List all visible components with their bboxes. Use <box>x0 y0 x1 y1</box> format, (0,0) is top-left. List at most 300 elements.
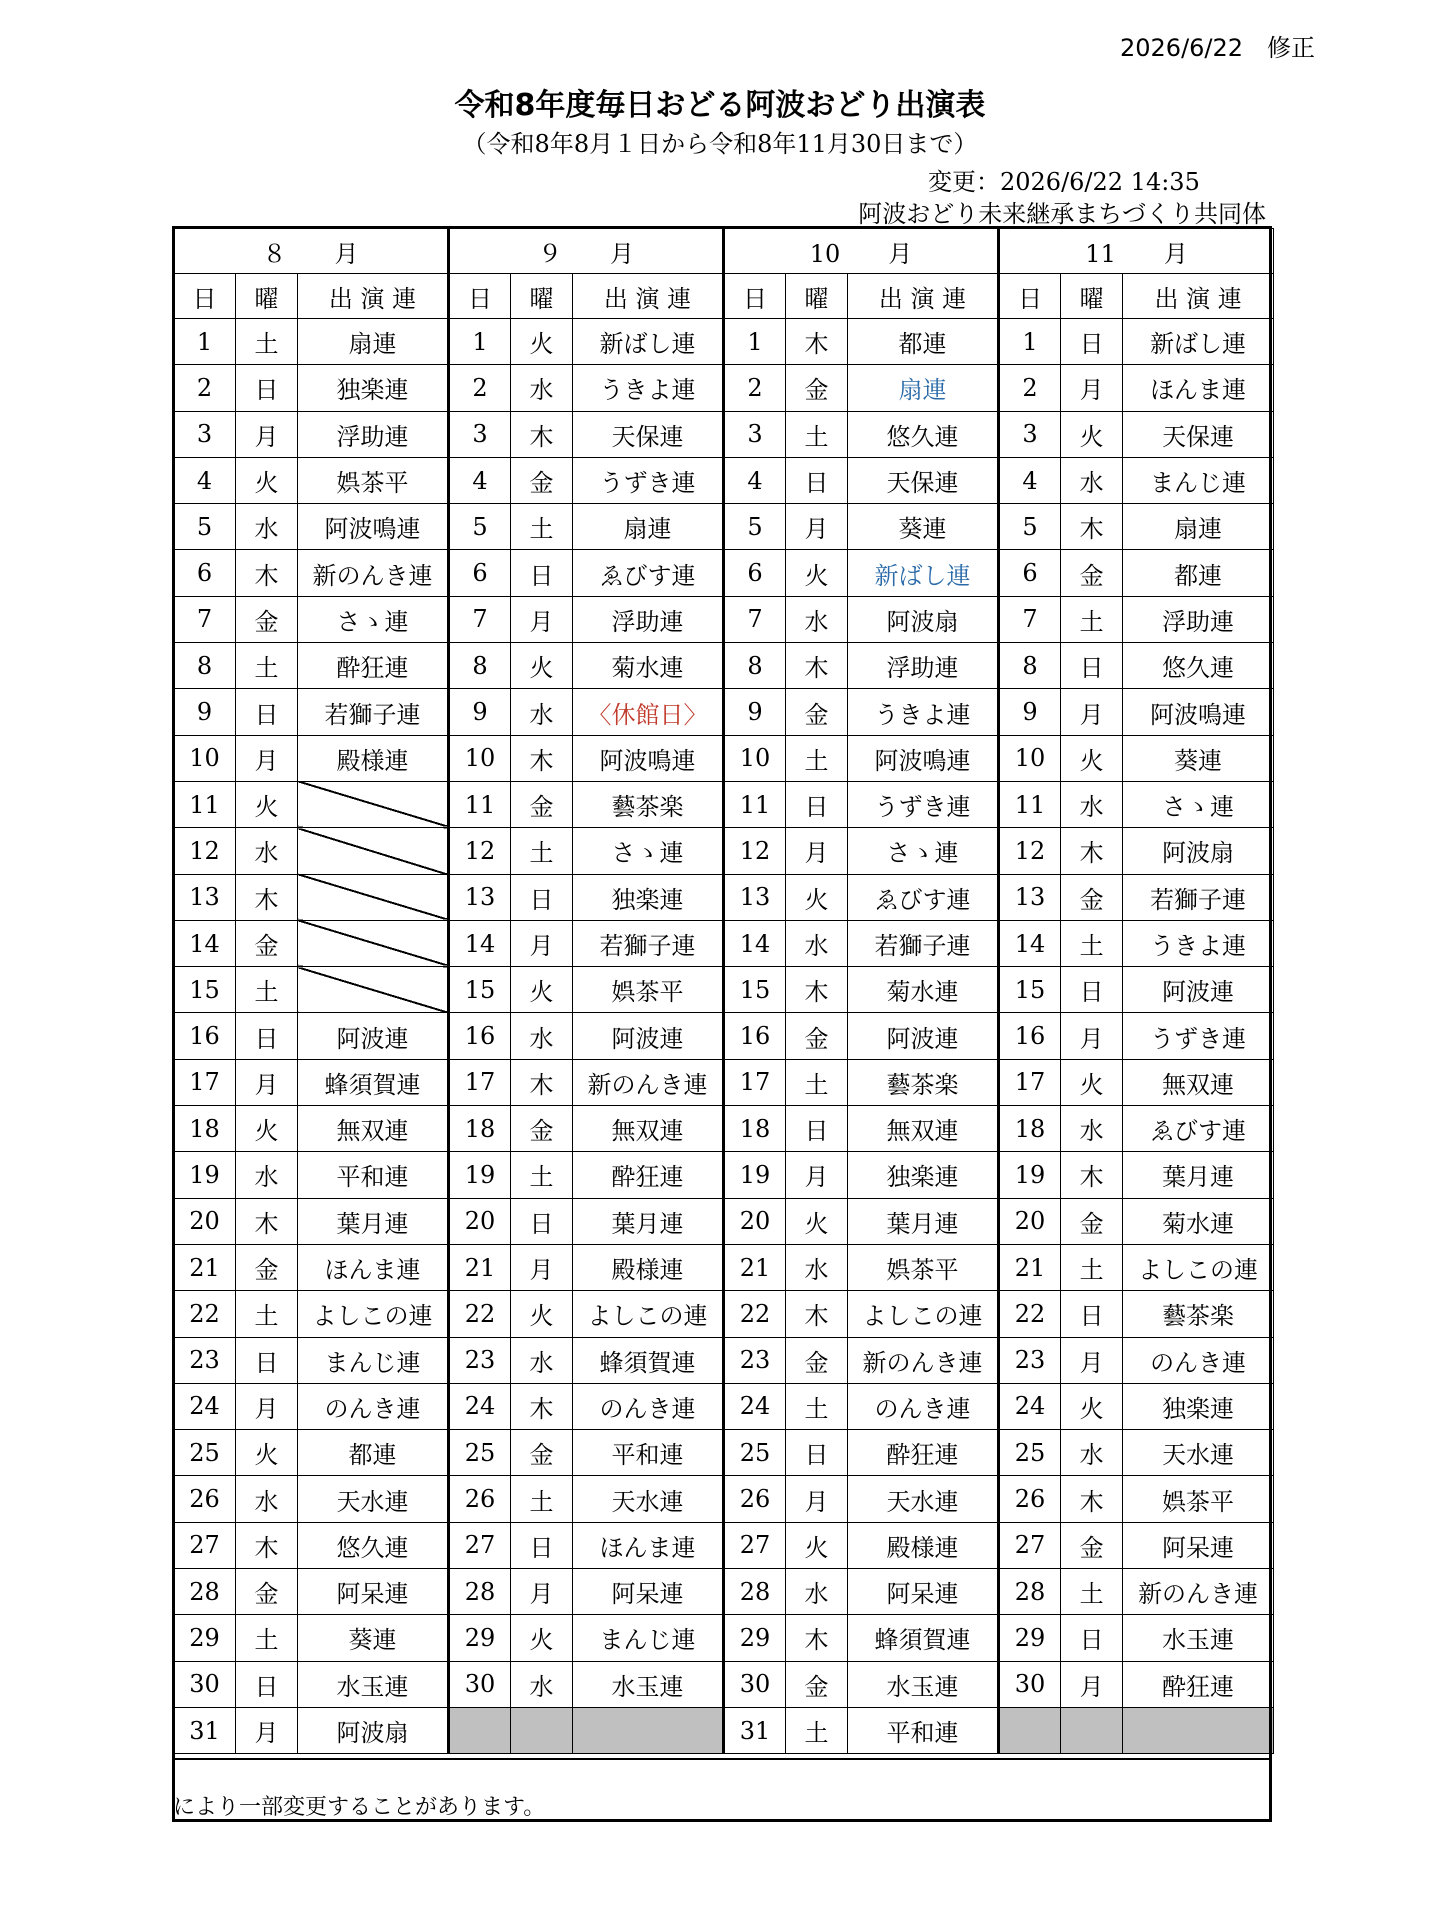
performer-cell <box>298 828 449 874</box>
performer-cell: 娯茶平 <box>848 1244 999 1290</box>
day-cell: 20 <box>724 1198 786 1244</box>
weekday-cell: 日 <box>236 1013 298 1059</box>
weekday-cell: 日 <box>1061 319 1123 365</box>
weekday-cell: 水 <box>786 596 848 642</box>
weekday-cell: 月 <box>786 828 848 874</box>
weekday-cell: 月 <box>511 1244 573 1290</box>
day-cell: 9 <box>724 689 786 735</box>
performer-cell: 浮助連 <box>573 596 724 642</box>
day-cell: 14 <box>999 920 1061 966</box>
performer-cell: 若獅子連 <box>298 689 449 735</box>
day-cell: 20 <box>174 1198 236 1244</box>
weekday-cell: 金 <box>786 689 848 735</box>
performer-cell: 葉月連 <box>1123 1152 1274 1198</box>
day-cell: 27 <box>724 1522 786 1568</box>
day-cell: 4 <box>449 457 511 503</box>
weekday-cell: 火 <box>511 1291 573 1337</box>
day-cell: 6 <box>724 550 786 596</box>
performer-cell: 阿波鳴連 <box>848 735 999 781</box>
weekday-cell: 木 <box>236 1522 298 1568</box>
day-cell: 19 <box>999 1152 1061 1198</box>
weekday-header: 曜 <box>511 274 573 319</box>
performer-cell: 阿波鳴連 <box>298 504 449 550</box>
day-cell: 5 <box>449 504 511 550</box>
performer-cell: 天保連 <box>848 457 999 503</box>
performer-cell <box>573 1707 724 1753</box>
performer-cell: さゝ連 <box>1123 781 1274 827</box>
performer-cell: 独楽連 <box>298 365 449 411</box>
table-row <box>174 920 1274 966</box>
day-header: 日 <box>174 274 236 319</box>
day-cell: 5 <box>999 504 1061 550</box>
performer-cell: 悠久連 <box>298 1522 449 1568</box>
performer-header: 出 演 連 <box>848 274 999 319</box>
weekday-cell: 土 <box>511 828 573 874</box>
table-row <box>174 365 1274 411</box>
weekday-cell: 日 <box>236 1337 298 1383</box>
day-cell: 18 <box>724 1106 786 1152</box>
weekday-cell: 金 <box>1061 1198 1123 1244</box>
weekday-cell: 水 <box>236 1476 298 1522</box>
performer-cell: 平和連 <box>298 1152 449 1198</box>
weekday-cell: 木 <box>511 1059 573 1105</box>
day-cell: 20 <box>449 1198 511 1244</box>
performer-cell: のんき連 <box>1123 1337 1274 1383</box>
performer-cell: 若獅子連 <box>848 920 999 966</box>
day-cell: 25 <box>174 1430 236 1476</box>
performer-cell: まんじ連 <box>573 1615 724 1661</box>
weekday-cell: 月 <box>236 1707 298 1753</box>
day-cell: 18 <box>999 1106 1061 1152</box>
performer-cell: 新のんき連 <box>1123 1569 1274 1615</box>
day-cell: 15 <box>999 967 1061 1013</box>
weekday-cell: 水 <box>511 365 573 411</box>
weekday-cell: 月 <box>1061 365 1123 411</box>
weekday-cell: 火 <box>236 1106 298 1152</box>
day-cell: 12 <box>724 828 786 874</box>
weekday-cell: 金 <box>511 1106 573 1152</box>
day-cell: 12 <box>999 828 1061 874</box>
performer-cell: うきよ連 <box>1123 920 1274 966</box>
month-label: ８ 月 <box>174 229 449 274</box>
day-cell: 29 <box>999 1615 1061 1661</box>
weekday-cell: 金 <box>511 457 573 503</box>
performer-cell: 新ばし連 <box>1123 319 1274 365</box>
day-cell: 18 <box>174 1106 236 1152</box>
day-cell: 21 <box>999 1244 1061 1290</box>
day-cell: 6 <box>999 550 1061 596</box>
performer-cell: さゝ連 <box>573 828 724 874</box>
day-cell: 3 <box>999 411 1061 457</box>
day-cell: 11 <box>724 781 786 827</box>
weekday-cell: 土 <box>511 504 573 550</box>
day-cell: 13 <box>174 874 236 920</box>
weekday-cell: 土 <box>236 319 298 365</box>
performer-cell: 悠久連 <box>848 411 999 457</box>
weekday-cell: 火 <box>1061 1059 1123 1105</box>
day-cell: 10 <box>999 735 1061 781</box>
performer-cell: うずき連 <box>573 457 724 503</box>
performer-cell: 平和連 <box>848 1707 999 1753</box>
day-cell: 8 <box>449 643 511 689</box>
day-cell: 1 <box>174 319 236 365</box>
performer-cell: 無双連 <box>573 1106 724 1152</box>
weekday-cell: 木 <box>1061 828 1123 874</box>
table-row <box>174 411 1274 457</box>
day-cell: 10 <box>724 735 786 781</box>
weekday-cell: 木 <box>786 319 848 365</box>
weekday-cell: 土 <box>236 643 298 689</box>
performer-cell: 蜂須賀連 <box>573 1337 724 1383</box>
weekday-cell: 金 <box>511 781 573 827</box>
performer-cell: 阿波鳴連 <box>1123 689 1274 735</box>
day-cell: 1 <box>999 319 1061 365</box>
day-cell: 26 <box>449 1476 511 1522</box>
performer-cell: 新ばし連 <box>573 319 724 365</box>
performer-cell: 蜂須賀連 <box>848 1615 999 1661</box>
performer-cell <box>298 920 449 966</box>
weekday-cell: 金 <box>1061 550 1123 596</box>
weekday-cell: 水 <box>236 828 298 874</box>
day-cell: 28 <box>174 1569 236 1615</box>
performer-cell: 葵連 <box>298 1615 449 1661</box>
performer-cell: 天水連 <box>848 1476 999 1522</box>
day-cell: 13 <box>449 874 511 920</box>
performer-cell: 若獅子連 <box>573 920 724 966</box>
weekday-cell: 金 <box>786 1013 848 1059</box>
weekday-cell: 土 <box>786 735 848 781</box>
weekday-cell: 金 <box>1061 874 1123 920</box>
performer-cell: 殿様連 <box>848 1522 999 1568</box>
day-cell: 2 <box>449 365 511 411</box>
day-cell: 3 <box>174 411 236 457</box>
day-cell: 16 <box>724 1013 786 1059</box>
day-cell: 28 <box>449 1569 511 1615</box>
weekday-cell: 土 <box>236 1615 298 1661</box>
performer-cell: よしこの連 <box>298 1291 449 1337</box>
performer-cell: 独楽連 <box>848 1152 999 1198</box>
day-cell: 19 <box>449 1152 511 1198</box>
day-cell: 15 <box>449 967 511 1013</box>
day-cell: 20 <box>999 1198 1061 1244</box>
performer-cell: よしこの連 <box>573 1291 724 1337</box>
day-cell: 26 <box>724 1476 786 1522</box>
day-cell <box>449 1707 511 1753</box>
weekday-cell: 火 <box>511 643 573 689</box>
performer-header: 出 演 連 <box>573 274 724 319</box>
weekday-cell: 日 <box>236 689 298 735</box>
performer-cell: まんじ連 <box>298 1337 449 1383</box>
day-header: 日 <box>999 274 1061 319</box>
performer-cell: 阿呆連 <box>1123 1522 1274 1568</box>
day-cell: 30 <box>449 1661 511 1707</box>
performer-cell: 浮助連 <box>1123 596 1274 642</box>
weekday-cell: 火 <box>1061 735 1123 781</box>
day-cell: 14 <box>449 920 511 966</box>
performer-cell: 娯茶平 <box>1123 1476 1274 1522</box>
performer-cell: 阿波連 <box>848 1013 999 1059</box>
performer-cell: 葵連 <box>1123 735 1274 781</box>
day-cell: 30 <box>999 1661 1061 1707</box>
weekday-cell: 木 <box>511 735 573 781</box>
day-cell: 21 <box>174 1244 236 1290</box>
performer-cell: うきよ連 <box>573 365 724 411</box>
performer-cell: 無双連 <box>1123 1059 1274 1105</box>
performer-cell: 水玉連 <box>573 1661 724 1707</box>
revision-date: 2026/6/22 修正 <box>1120 34 1316 62</box>
weekday-cell: 火 <box>786 550 848 596</box>
weekday-cell: 土 <box>511 1152 573 1198</box>
day-cell: 1 <box>449 319 511 365</box>
performer-cell: 都連 <box>848 319 999 365</box>
table-row <box>174 828 1274 874</box>
weekday-cell: 木 <box>511 411 573 457</box>
day-cell: 3 <box>724 411 786 457</box>
performer-cell: さゝ連 <box>298 596 449 642</box>
performer-cell: 独楽連 <box>1123 1383 1274 1429</box>
performer-cell: 阿波連 <box>298 1013 449 1059</box>
performer-cell: 藝茶楽 <box>1123 1291 1274 1337</box>
day-cell: 29 <box>174 1615 236 1661</box>
day-cell: 4 <box>999 457 1061 503</box>
weekday-cell: 火 <box>236 1430 298 1476</box>
day-cell: 17 <box>724 1059 786 1105</box>
day-cell: 26 <box>999 1476 1061 1522</box>
table-row <box>174 1059 1274 1105</box>
performer-cell: よしこの連 <box>848 1291 999 1337</box>
performer-cell: 阿波扇 <box>298 1707 449 1753</box>
day-cell: 3 <box>449 411 511 457</box>
day-cell: 4 <box>174 457 236 503</box>
performer-cell: 葉月連 <box>573 1198 724 1244</box>
weekday-cell: 日 <box>786 457 848 503</box>
performer-cell <box>298 967 449 1013</box>
day-cell: 25 <box>449 1430 511 1476</box>
weekday-cell: 木 <box>1061 1152 1123 1198</box>
weekday-cell: 水 <box>511 1013 573 1059</box>
performer-cell: ほんま連 <box>298 1244 449 1290</box>
weekday-cell: 木 <box>786 1291 848 1337</box>
weekday-cell: 月 <box>511 596 573 642</box>
performer-cell: うずき連 <box>1123 1013 1274 1059</box>
performer-cell: 阿波鳴連 <box>573 735 724 781</box>
table-row <box>174 643 1274 689</box>
day-cell: 24 <box>724 1383 786 1429</box>
month-label: 11 月 <box>999 229 1274 274</box>
performer-cell: 浮助連 <box>298 411 449 457</box>
weekday-cell: 月 <box>786 504 848 550</box>
weekday-cell: 火 <box>1061 411 1123 457</box>
day-cell: 30 <box>724 1661 786 1707</box>
weekday-cell: 月 <box>511 920 573 966</box>
weekday-cell: 月 <box>511 1569 573 1615</box>
table-row <box>174 596 1274 642</box>
performer-cell: 天水連 <box>573 1476 724 1522</box>
day-cell: 8 <box>724 643 786 689</box>
weekday-cell: 月 <box>786 1152 848 1198</box>
table-row <box>174 1291 1274 1337</box>
day-cell: 9 <box>999 689 1061 735</box>
day-cell: 25 <box>999 1430 1061 1476</box>
weekday-cell: 日 <box>1061 1291 1123 1337</box>
performer-cell: 阿呆連 <box>573 1569 724 1615</box>
weekday-cell: 金 <box>786 1337 848 1383</box>
weekday-cell: 火 <box>236 457 298 503</box>
weekday-cell: 月 <box>236 735 298 781</box>
weekday-cell: 日 <box>786 781 848 827</box>
weekday-cell: 水 <box>511 689 573 735</box>
weekday-cell: 金 <box>236 1244 298 1290</box>
day-cell: 15 <box>724 967 786 1013</box>
weekday-cell: 月 <box>1061 1661 1123 1707</box>
weekday-cell: 木 <box>786 967 848 1013</box>
weekday-cell: 水 <box>1061 1430 1123 1476</box>
day-cell: 18 <box>449 1106 511 1152</box>
weekday-cell: 火 <box>236 781 298 827</box>
day-cell: 2 <box>999 365 1061 411</box>
weekday-cell: 火 <box>511 319 573 365</box>
day-cell: 19 <box>724 1152 786 1198</box>
day-cell: 27 <box>174 1522 236 1568</box>
table-row <box>174 781 1274 827</box>
table-row <box>174 1615 1274 1661</box>
weekday-cell: 水 <box>511 1661 573 1707</box>
day-cell: 22 <box>174 1291 236 1337</box>
weekday-header: 曜 <box>1061 274 1123 319</box>
changed-timestamp: 変更：2026/6/22 14:35 <box>928 168 1200 196</box>
weekday-cell: 月 <box>236 1383 298 1429</box>
weekday-cell: 土 <box>786 1059 848 1105</box>
day-cell: 23 <box>174 1337 236 1383</box>
performer-cell: ゑびす連 <box>1123 1106 1274 1152</box>
weekday-cell: 木 <box>236 874 298 920</box>
day-cell: 24 <box>449 1383 511 1429</box>
weekday-cell: 火 <box>786 874 848 920</box>
weekday-cell: 金 <box>236 920 298 966</box>
day-cell: 8 <box>174 643 236 689</box>
performer-cell: 扇連 <box>848 365 999 411</box>
performer-cell <box>298 874 449 920</box>
day-cell: 6 <box>449 550 511 596</box>
day-cell: 28 <box>724 1569 786 1615</box>
performer-cell: 酔狂連 <box>573 1152 724 1198</box>
day-cell: 27 <box>999 1522 1061 1568</box>
weekday-cell: 日 <box>236 1661 298 1707</box>
day-cell: 16 <box>999 1013 1061 1059</box>
footer-divider <box>175 1758 1272 1760</box>
weekday-cell: 日 <box>786 1430 848 1476</box>
performer-cell: 無双連 <box>848 1106 999 1152</box>
day-cell: 16 <box>174 1013 236 1059</box>
weekday-cell: 日 <box>511 1522 573 1568</box>
footnote: により一部変更することがあります。 <box>173 1795 546 1820</box>
weekday-cell: 日 <box>1061 967 1123 1013</box>
day-cell: 14 <box>724 920 786 966</box>
weekday-cell: 木 <box>236 1198 298 1244</box>
performer-cell: まんじ連 <box>1123 457 1274 503</box>
performer-header: 出 演 連 <box>298 274 449 319</box>
performer-cell: のんき連 <box>298 1383 449 1429</box>
day-cell: 24 <box>999 1383 1061 1429</box>
day-cell: 15 <box>174 967 236 1013</box>
performer-cell: 殿様連 <box>298 735 449 781</box>
weekday-cell: 水 <box>511 1337 573 1383</box>
day-cell: 14 <box>174 920 236 966</box>
table-row <box>174 1106 1274 1152</box>
table-row <box>174 1476 1274 1522</box>
weekday-cell: 日 <box>511 874 573 920</box>
performer-cell: 新のんき連 <box>848 1337 999 1383</box>
day-cell: 17 <box>999 1059 1061 1105</box>
table-row <box>174 1337 1274 1383</box>
table-row <box>174 457 1274 503</box>
day-cell <box>999 1707 1061 1753</box>
weekday-cell: 火 <box>786 1522 848 1568</box>
day-cell: 23 <box>449 1337 511 1383</box>
day-cell: 22 <box>999 1291 1061 1337</box>
day-cell: 7 <box>724 596 786 642</box>
performer-header: 出 演 連 <box>1123 274 1274 319</box>
weekday-cell: 土 <box>1061 596 1123 642</box>
weekday-cell: 月 <box>786 1476 848 1522</box>
performer-cell: 阿波連 <box>573 1013 724 1059</box>
day-cell: 5 <box>724 504 786 550</box>
table-row <box>174 967 1274 1013</box>
performer-cell: 天水連 <box>1123 1430 1274 1476</box>
weekday-cell: 月 <box>1061 1013 1123 1059</box>
performer-cell: 扇連 <box>573 504 724 550</box>
day-cell: 28 <box>999 1569 1061 1615</box>
day-cell: 16 <box>449 1013 511 1059</box>
performer-cell: 新のんき連 <box>573 1059 724 1105</box>
performer-cell: 蜂須賀連 <box>298 1059 449 1105</box>
day-cell: 10 <box>174 735 236 781</box>
weekday-cell: 土 <box>236 967 298 1013</box>
weekday-cell: 水 <box>236 504 298 550</box>
day-cell: 1 <box>724 319 786 365</box>
day-cell: 21 <box>449 1244 511 1290</box>
performer-cell: 阿呆連 <box>298 1569 449 1615</box>
weekday-cell: 火 <box>511 1615 573 1661</box>
weekday-cell: 日 <box>1061 1615 1123 1661</box>
day-cell: 10 <box>449 735 511 781</box>
day-cell: 19 <box>174 1152 236 1198</box>
performer-cell: 葉月連 <box>298 1198 449 1244</box>
performer-cell: うずき連 <box>848 781 999 827</box>
weekday-cell: 水 <box>1061 781 1123 827</box>
table-row <box>174 1198 1274 1244</box>
day-cell: 26 <box>174 1476 236 1522</box>
performer-cell: 水玉連 <box>1123 1615 1274 1661</box>
weekday-cell <box>511 1707 573 1753</box>
table-row <box>174 1013 1274 1059</box>
day-cell: 9 <box>449 689 511 735</box>
weekday-cell: 土 <box>511 1476 573 1522</box>
day-cell: 11 <box>449 781 511 827</box>
performer-cell: 若獅子連 <box>1123 874 1274 920</box>
performer-cell: 〈休館日〉 <box>573 689 724 735</box>
month-label: 10 月 <box>724 229 999 274</box>
table-row <box>174 1383 1274 1429</box>
performer-cell: ほんま連 <box>573 1522 724 1568</box>
weekday-cell: 水 <box>1061 457 1123 503</box>
table-row <box>174 1522 1274 1568</box>
day-cell: 17 <box>174 1059 236 1105</box>
day-cell: 21 <box>724 1244 786 1290</box>
weekday-cell: 水 <box>786 1244 848 1290</box>
table-row <box>174 689 1274 735</box>
performer-cell: 酔狂連 <box>848 1430 999 1476</box>
